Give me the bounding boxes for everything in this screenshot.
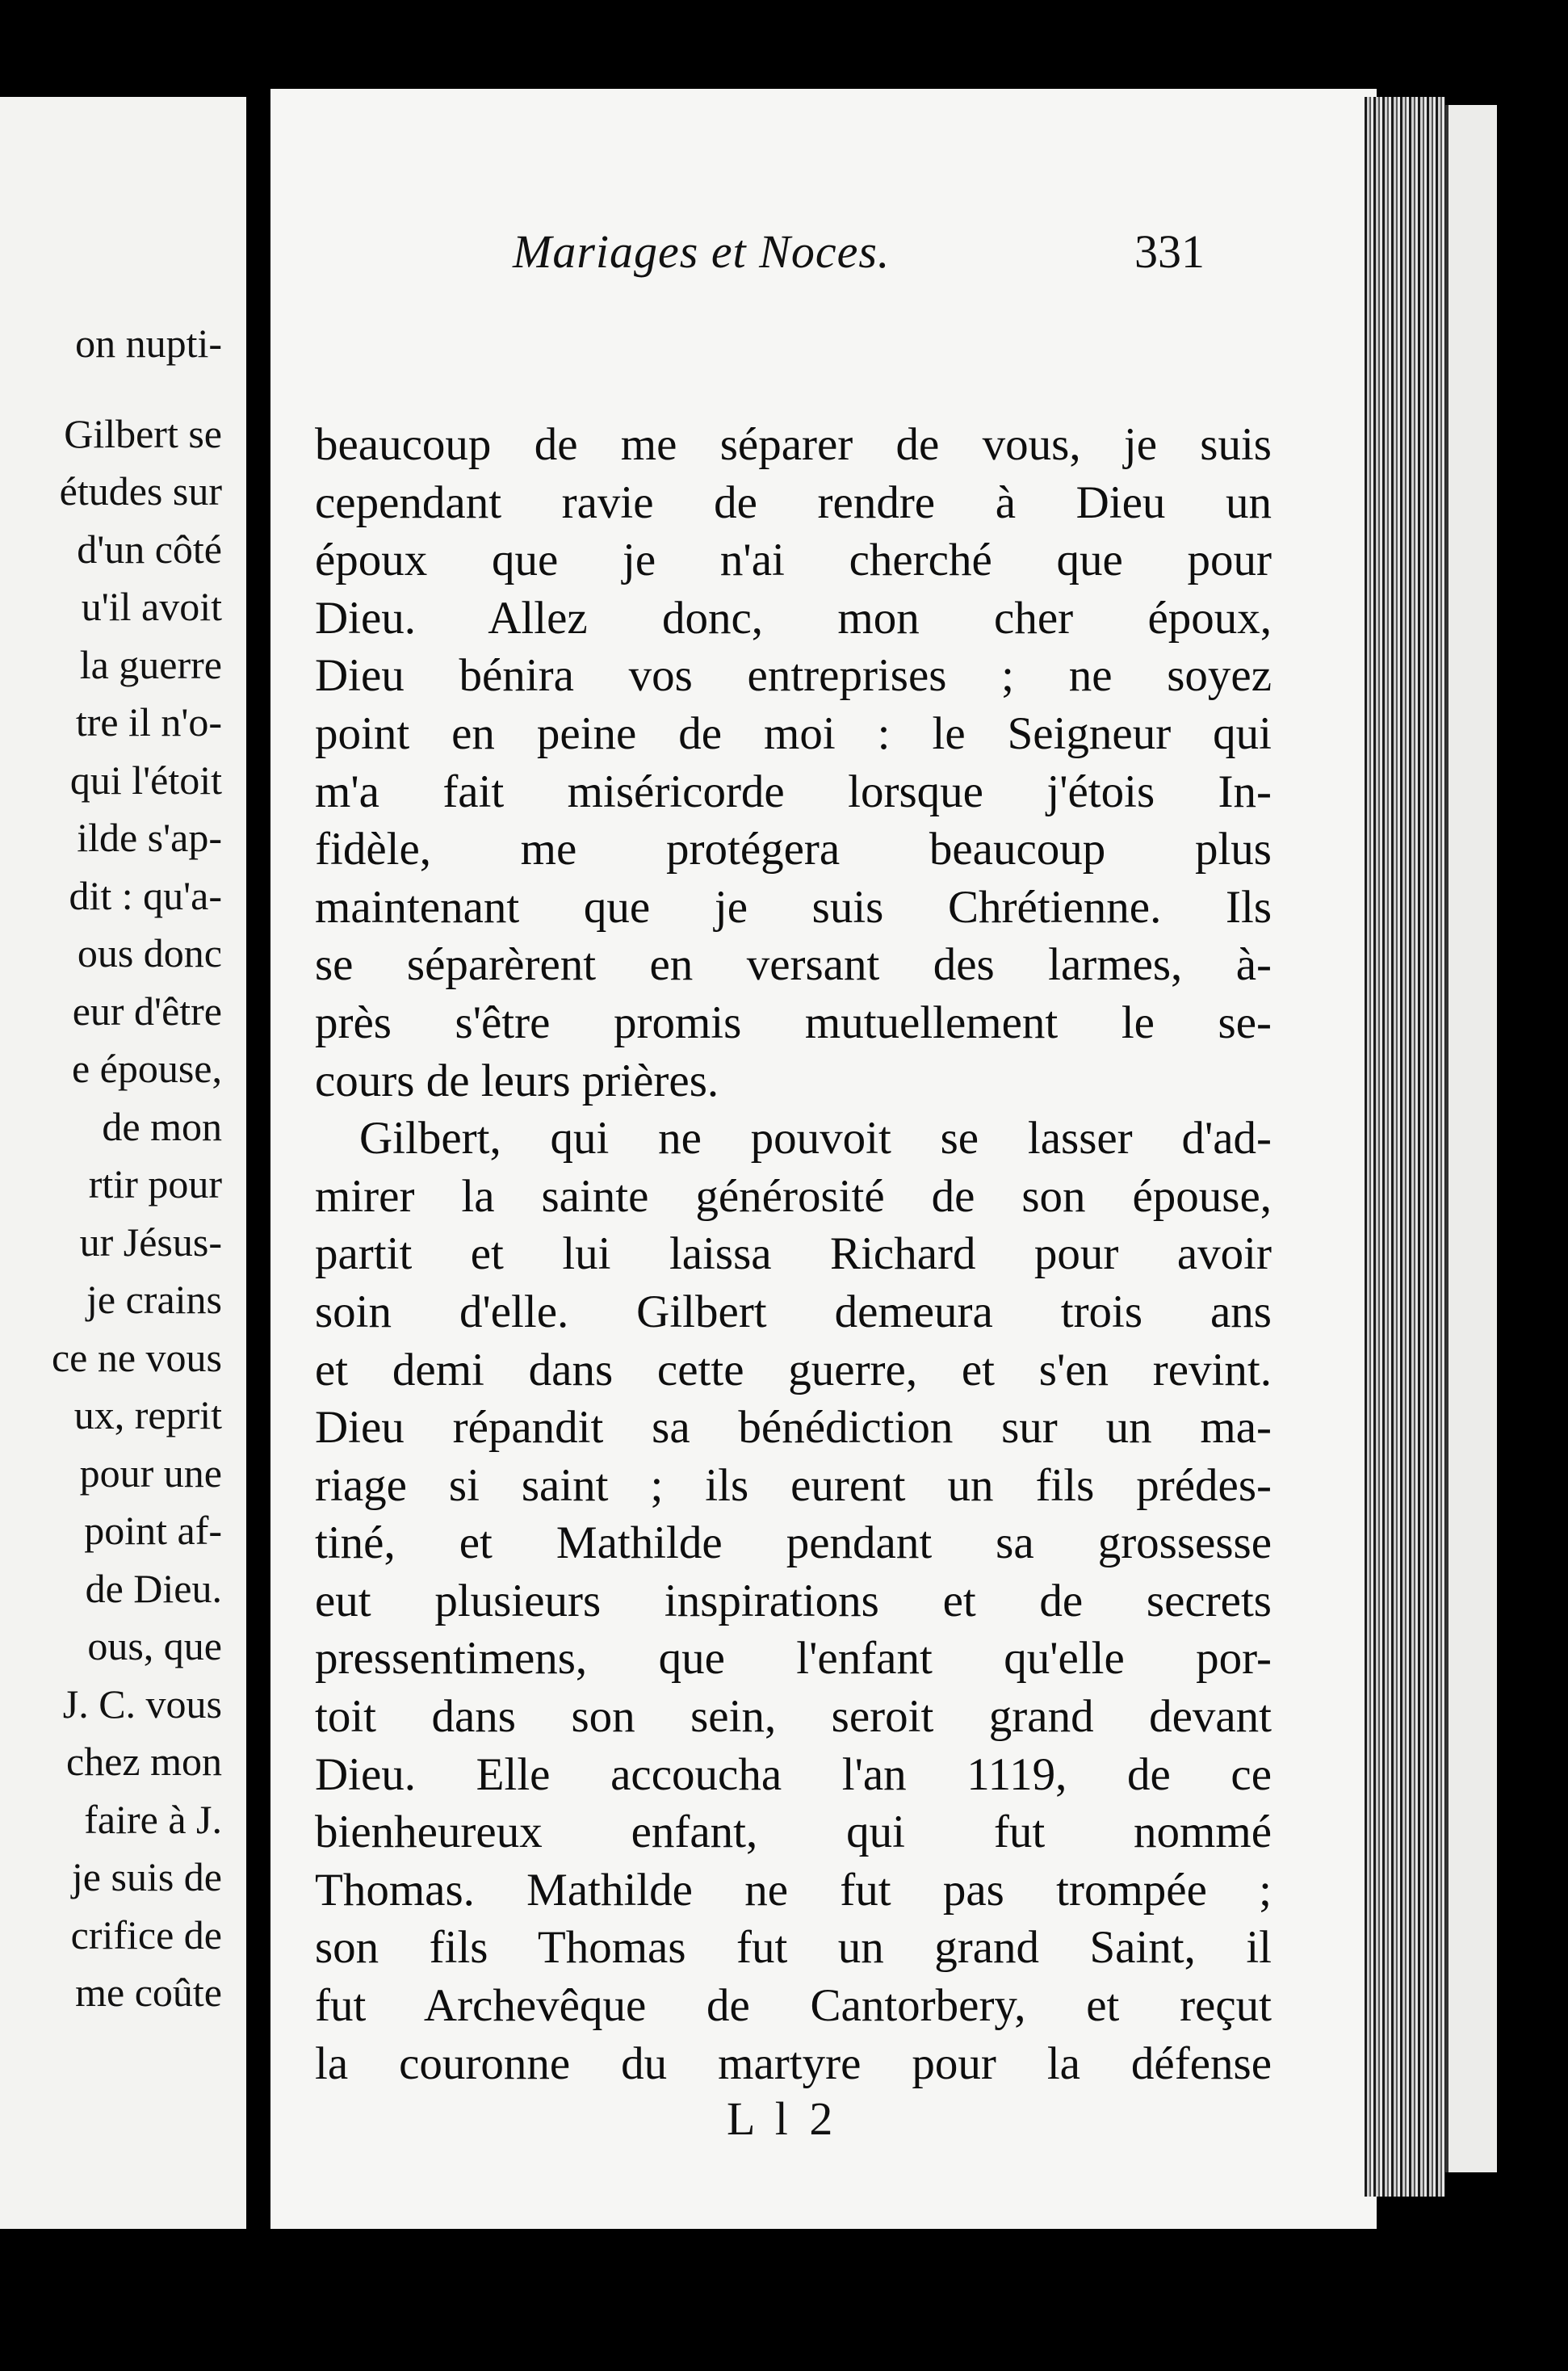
- left-page-line: la guerre: [79, 641, 222, 687]
- left-page-line: ux, reprit: [73, 1392, 222, 1437]
- left-page-line: ce ne vous: [51, 1334, 222, 1380]
- left-page-line: ous donc: [77, 930, 222, 976]
- body-line: mirer la sainte générosité de son épouse,: [315, 1170, 1272, 1222]
- left-page-line: de mon: [102, 1103, 222, 1149]
- running-head: [270, 225, 1377, 289]
- body-line: Dieu bénira vos entreprises ; ne soyez: [315, 650, 1272, 702]
- body-line: pressentimens, que l'enfant qu'elle por-: [315, 1633, 1272, 1685]
- left-page-line: J. C. vous: [62, 1681, 222, 1727]
- left-page-line: ous, que: [87, 1623, 222, 1668]
- body-line: bienheureux enfant, qui fut nommé: [315, 1807, 1272, 1858]
- body-line: fidèle, me protégera beaucoup plus: [315, 824, 1272, 875]
- left-page-line: je crains: [86, 1277, 222, 1322]
- page-number: 331: [1134, 225, 1205, 278]
- body-line: près s'être promis mutuellement le se-: [315, 997, 1272, 1048]
- left-page-line: je suis de: [71, 1854, 222, 1899]
- body-line: eut plusieurs inspirations et de secrets: [315, 1575, 1272, 1626]
- body-line: riage si saint ; ils eurent un fils prédes-: [315, 1459, 1272, 1511]
- left-page-line: point af-: [84, 1508, 222, 1553]
- body-line: se séparèrent en versant des larmes, à-: [315, 939, 1272, 991]
- body-line: Gilbert, qui ne pouvoit se lasser d'ad-: [359, 1113, 1272, 1165]
- body-line: tiné, et Mathilde pendant sa grossesse: [315, 1517, 1272, 1569]
- left-page-line: ur Jésus-: [79, 1219, 222, 1265]
- left-page-line: faire à J.: [84, 1796, 222, 1842]
- body-line: toit dans son sein, seroit grand devant: [315, 1691, 1272, 1743]
- body-line: et demi dans cette guerre, et s'en revint.: [315, 1344, 1272, 1395]
- body-line: maintenant que je suis Chrétienne. Ils: [315, 881, 1272, 933]
- left-page-line: d'un côté: [77, 526, 222, 572]
- body-line: partit et lui laissa Richard pour avoir: [315, 1228, 1272, 1280]
- body-text: [315, 416, 1272, 2092]
- back-sheet: [1445, 105, 1497, 2172]
- body-line: m'a fait miséricorde lorsque j'étois In-: [315, 766, 1272, 817]
- left-page-line: me coûte: [75, 1970, 222, 2015]
- left-page-line: crifice de: [70, 1911, 222, 1958]
- body-line: Dieu. Allez donc, mon cher époux,: [315, 592, 1272, 644]
- body-line: époux que je n'ai cherché que pour: [315, 535, 1272, 586]
- body-line: cours de leurs prières.: [315, 1055, 719, 1106]
- running-title: Mariages et Noces.: [513, 225, 891, 278]
- body-line: point en peine de moi : le Seigneur qui: [315, 707, 1272, 759]
- left-page-line: pour une: [79, 1450, 222, 1496]
- body-line: Thomas. Mathilde ne fut pas trompée ;: [315, 1864, 1272, 1916]
- left-page-line: de Dieu.: [85, 1565, 222, 1611]
- body-line: la couronne du martyre pour la défense: [315, 2037, 1272, 2089]
- left-page-line: e épouse,: [71, 1046, 222, 1091]
- body-line: Dieu répandit sa bénédiction sur un ma-: [315, 1402, 1272, 1454]
- left-page-line: ilde s'ap-: [77, 815, 222, 860]
- left-page-line: chez mon: [66, 1739, 222, 1784]
- left-page-text: [52, 315, 222, 2022]
- body-line: soin d'elle. Gilbert demeura trois ans: [315, 1286, 1272, 1337]
- body-line: beaucoup de me séparer de vous, je suis: [315, 419, 1272, 470]
- body-line: Dieu. Elle accoucha l'an 1119, de ce: [315, 1748, 1272, 1800]
- page-edges: [1365, 97, 1445, 2197]
- signature-mark: L l 2: [727, 2092, 838, 2145]
- left-page-line: études sur: [59, 468, 222, 514]
- left-page-line: tre il n'o-: [75, 699, 222, 745]
- body-line: son fils Thomas fut un grand Saint, il: [315, 1922, 1272, 1974]
- right-page: [270, 89, 1377, 2229]
- left-page-line: rtir pour: [88, 1161, 222, 1206]
- left-page-line: dit : qu'a-: [69, 872, 222, 918]
- left-page-line: qui l'étoit: [69, 757, 222, 803]
- body-line: fut Archevêque de Cantorbery, et reçut: [315, 1980, 1272, 2032]
- left-page: [0, 97, 249, 2229]
- left-page-line: u'il avoit: [81, 584, 222, 629]
- left-page-line: eur d'être: [72, 988, 222, 1034]
- left-page-line: Gilbert se: [64, 410, 222, 456]
- book-gutter: [246, 0, 270, 2371]
- left-page-line: [52, 373, 222, 405]
- left-page-line: on nupti-: [75, 321, 222, 366]
- body-line: cependant ravie de rendre à Dieu un: [315, 476, 1272, 528]
